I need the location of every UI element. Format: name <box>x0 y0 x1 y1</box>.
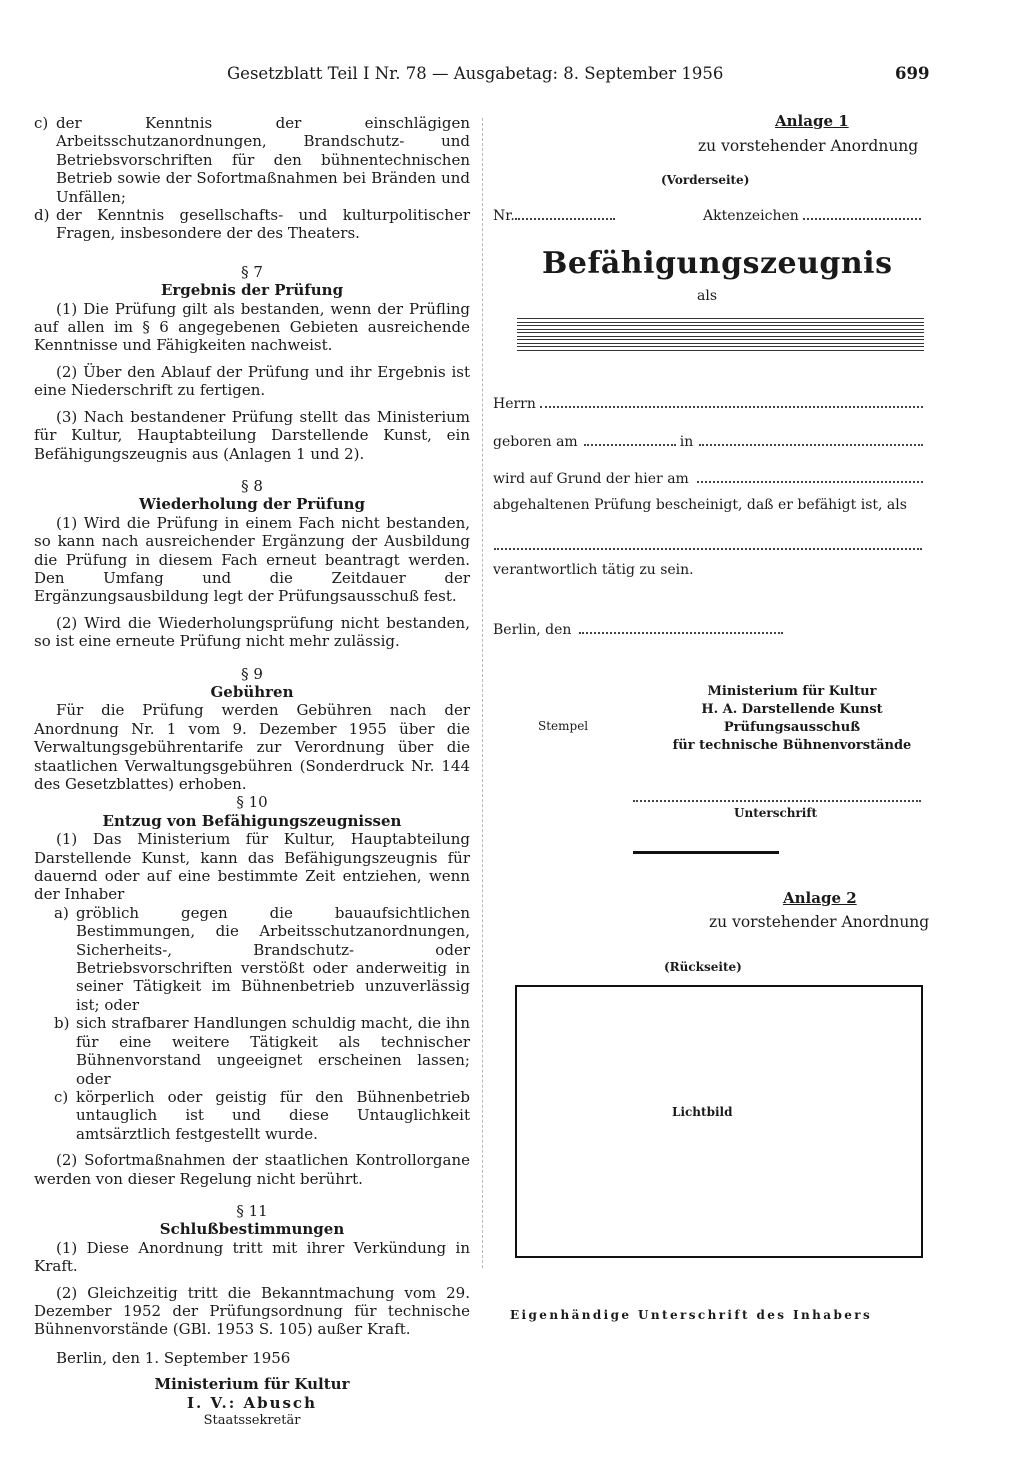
signoff-role: Staatssekretär <box>203 1413 301 1428</box>
section-10-para-2: (2) Sofortmaßnahmen der staatlichen Kontrollorgane werden von dieser Regelung nicht berührt. <box>34 1151 470 1188</box>
berlin-label: Berlin, den <box>493 622 572 638</box>
nr-label: Nr. <box>493 208 515 224</box>
anlage-2-title: Anlage 2 <box>783 889 857 907</box>
section-7-para-3: (3) Nach bestandener Prüfung stellt das Ministerium für Kultur, Hauptabteilung Darstellende Kunst, ein Befähigungszeugnis aus (Anlagen 1 und 2). <box>34 407 470 463</box>
section-10-item-c <box>34 1088 470 1143</box>
section-8-title: Wiederholung der Prüfung <box>139 495 365 514</box>
item-label: a) <box>54 903 69 922</box>
anlage-1-subtitle: zu vorstehender Anordnung <box>698 137 919 155</box>
section-8-number: § 8 <box>241 476 263 495</box>
section-11-para-1: (1) Diese Anordnung tritt mit ihrer Verkündung in Kraft. <box>34 1238 470 1276</box>
section-11-para-2: (2) Gleichzeitig tritt die Bekanntmachung vom 29. Dezember 1952 der Prüfungsordnung für technische Bühnenvorstände (GBl. 1953 S. 105) außer Kraft. <box>34 1283 470 1339</box>
header-title: Gesetzblatt Teil I Nr. 78 — Ausgabetag: 8. September 1956 <box>227 64 724 83</box>
photo-label: Lichtbild <box>672 1105 733 1119</box>
nr-field <box>493 208 615 224</box>
section-10-title: Entzug von Befähigungszeugnissen <box>102 811 402 830</box>
verantwortlich-text: verantwortlich tätig zu sein. <box>493 562 694 578</box>
section-9-number: § 9 <box>241 664 263 683</box>
list-item-d <box>34 206 470 243</box>
signature-line <box>633 800 921 802</box>
section-7-number: § 7 <box>241 262 263 281</box>
aktenzeichen-field <box>703 208 921 224</box>
als-label: als <box>697 288 718 304</box>
page-number: 699 <box>895 64 930 83</box>
geboren-label: geboren am <box>493 434 578 450</box>
item-label: d) <box>34 206 50 225</box>
holder-signature-caption: Eigenhändige Unterschrift des Inhabers <box>510 1308 873 1322</box>
signoff-date: Berlin, den 1. September 1956 <box>56 1348 291 1367</box>
photo-box <box>515 985 923 1258</box>
separator-rule <box>633 851 779 854</box>
anlage-1-title: Anlage 1 <box>775 112 849 130</box>
berlin-date-field <box>493 622 783 638</box>
section-7-para-1: (1) Die Prüfung gilt als bestanden, wenn der Prüfling auf allen im § 6 angegebenen Gebieten ausreichende Kenntnisse und Fähigkeiten nachweist. <box>34 299 470 355</box>
authority-line-3: Prüfungsausschuß <box>723 720 861 735</box>
section-7-title: Ergebnis der Prüfung <box>160 281 344 300</box>
authority-line-4: für technische Bühnenvorstände <box>672 738 912 753</box>
section-7-para-2: (2) Über den Ablauf der Prüfung und ihr Ergebnis ist eine Niederschrift zu fertigen. <box>34 362 470 400</box>
signoff-ministry: Ministerium für Kultur <box>154 1375 350 1394</box>
section-10-item-b <box>34 1014 470 1088</box>
geboren-field <box>493 434 923 450</box>
item-text: der Kenntnis der einschlägigen Arbeitsschutzanordnungen, Brandschutz- und Betriebsvorschriften für den bühnentechnischen Betrieb sowie der Sofortmaßnahmen bei Bränden und Unfällen; <box>56 114 470 206</box>
item-text: körperlich oder geistig für den Bühnenbetrieb untauglich ist und diese Untauglichkeit amtsärztlich festgestellt wurde. <box>76 1087 470 1143</box>
section-8-para-2: (2) Wird die Wiederholungsprüfung nicht bestanden, so ist eine erneute Prüfung nicht mehr zulässig. <box>34 613 470 651</box>
section-9-title: Gebühren <box>210 682 294 701</box>
in-label: in <box>679 434 694 450</box>
authority-line-1: Ministerium für Kultur <box>707 684 877 699</box>
herrn-field <box>493 396 923 412</box>
stempel-label: Stempel <box>538 719 589 733</box>
item-label: b) <box>54 1014 70 1033</box>
section-10-para-1: (1) Das Ministerium für Kultur, Hauptabteilung Darstellende Kunst, kann das Befähigungszeugnis für dauernd oder auf eine bestimmte Zeit entziehen, wenn der Inhaber <box>34 830 470 904</box>
authority-line-2: H. A. Darstellende Kunst <box>701 702 883 717</box>
blank-line <box>494 548 922 550</box>
signoff-signatory: I. V.: Abusch <box>187 1393 317 1412</box>
profession-lines <box>517 318 924 353</box>
anlage-1-side: (Vorderseite) <box>661 173 750 187</box>
column-divider <box>482 118 483 1268</box>
item-text: der Kenntnis gesellschafts- und kulturpolitischer Fragen, insbesondere der des Theaters. <box>56 206 470 243</box>
item-text: gröblich gegen die bauaufsichtlichen Bestimmungen, die Arbeitsschutzanordnungen, Sicherheits-, Brandschutz- oder Betriebsvorschriften verstößt oder anderweitig in seiner Tätigkeit im Bühnenbetrieb unzuverlässig ist; oder <box>76 903 470 1014</box>
section-11-title: Schlußbestimmungen <box>159 1220 345 1239</box>
item-text: sich strafbarer Handlungen schuldig macht, die ihn für eine weitere Tätigkeit als technischer Bühnenvorstand ungeeignet erscheinen lassen; oder <box>76 1014 470 1088</box>
item-label: c) <box>34 114 49 132</box>
section-9-para-1: Für die Prüfung werden Gebühren nach der Anordnung Nr. 1 vom 9. Dezember 1955 über die Verwaltungsgebührentarife zur Verordnung über die staatlichen Verwaltungsgebühren (Sonderdruck Nr. 144 des Gesetzblattes) erhoben. <box>34 701 470 793</box>
section-11-number: § 11 <box>236 1201 268 1220</box>
herrn-label: Herrn <box>493 396 536 412</box>
left-column <box>34 114 470 1430</box>
aktenzeichen-label: Aktenzeichen <box>703 208 799 224</box>
item-label: c) <box>54 1087 69 1106</box>
list-item-c <box>34 114 470 206</box>
anlage-2-side: (Rückseite) <box>664 960 742 974</box>
section-10-item-a <box>34 904 470 1014</box>
document-title: Befähigungszeugnis <box>542 246 893 281</box>
section-10-number: § 10 <box>236 793 268 812</box>
grund-label: wird auf Grund der hier am <box>493 471 689 487</box>
unterschrift-label: Unterschrift <box>734 806 818 820</box>
anlage-2-subtitle: zu vorstehender Anordnung <box>709 913 930 931</box>
grund-field <box>493 471 923 487</box>
abgehalten-text: abgehaltenen Prüfung bescheinigt, daß er befähigt ist, als <box>493 497 907 513</box>
section-8-para-1: (1) Wird die Prüfung in einem Fach nicht bestanden, so kann nach ausreichender Ergänzung der Ausbildung die Prüfung in diesem Fach erneut beantragt werden. Den Umfang und die Zeitdauer der Ergänzungsausbildung legt der Prüfungsausschuß fest. <box>34 513 470 606</box>
issuing-authority <box>662 683 922 755</box>
